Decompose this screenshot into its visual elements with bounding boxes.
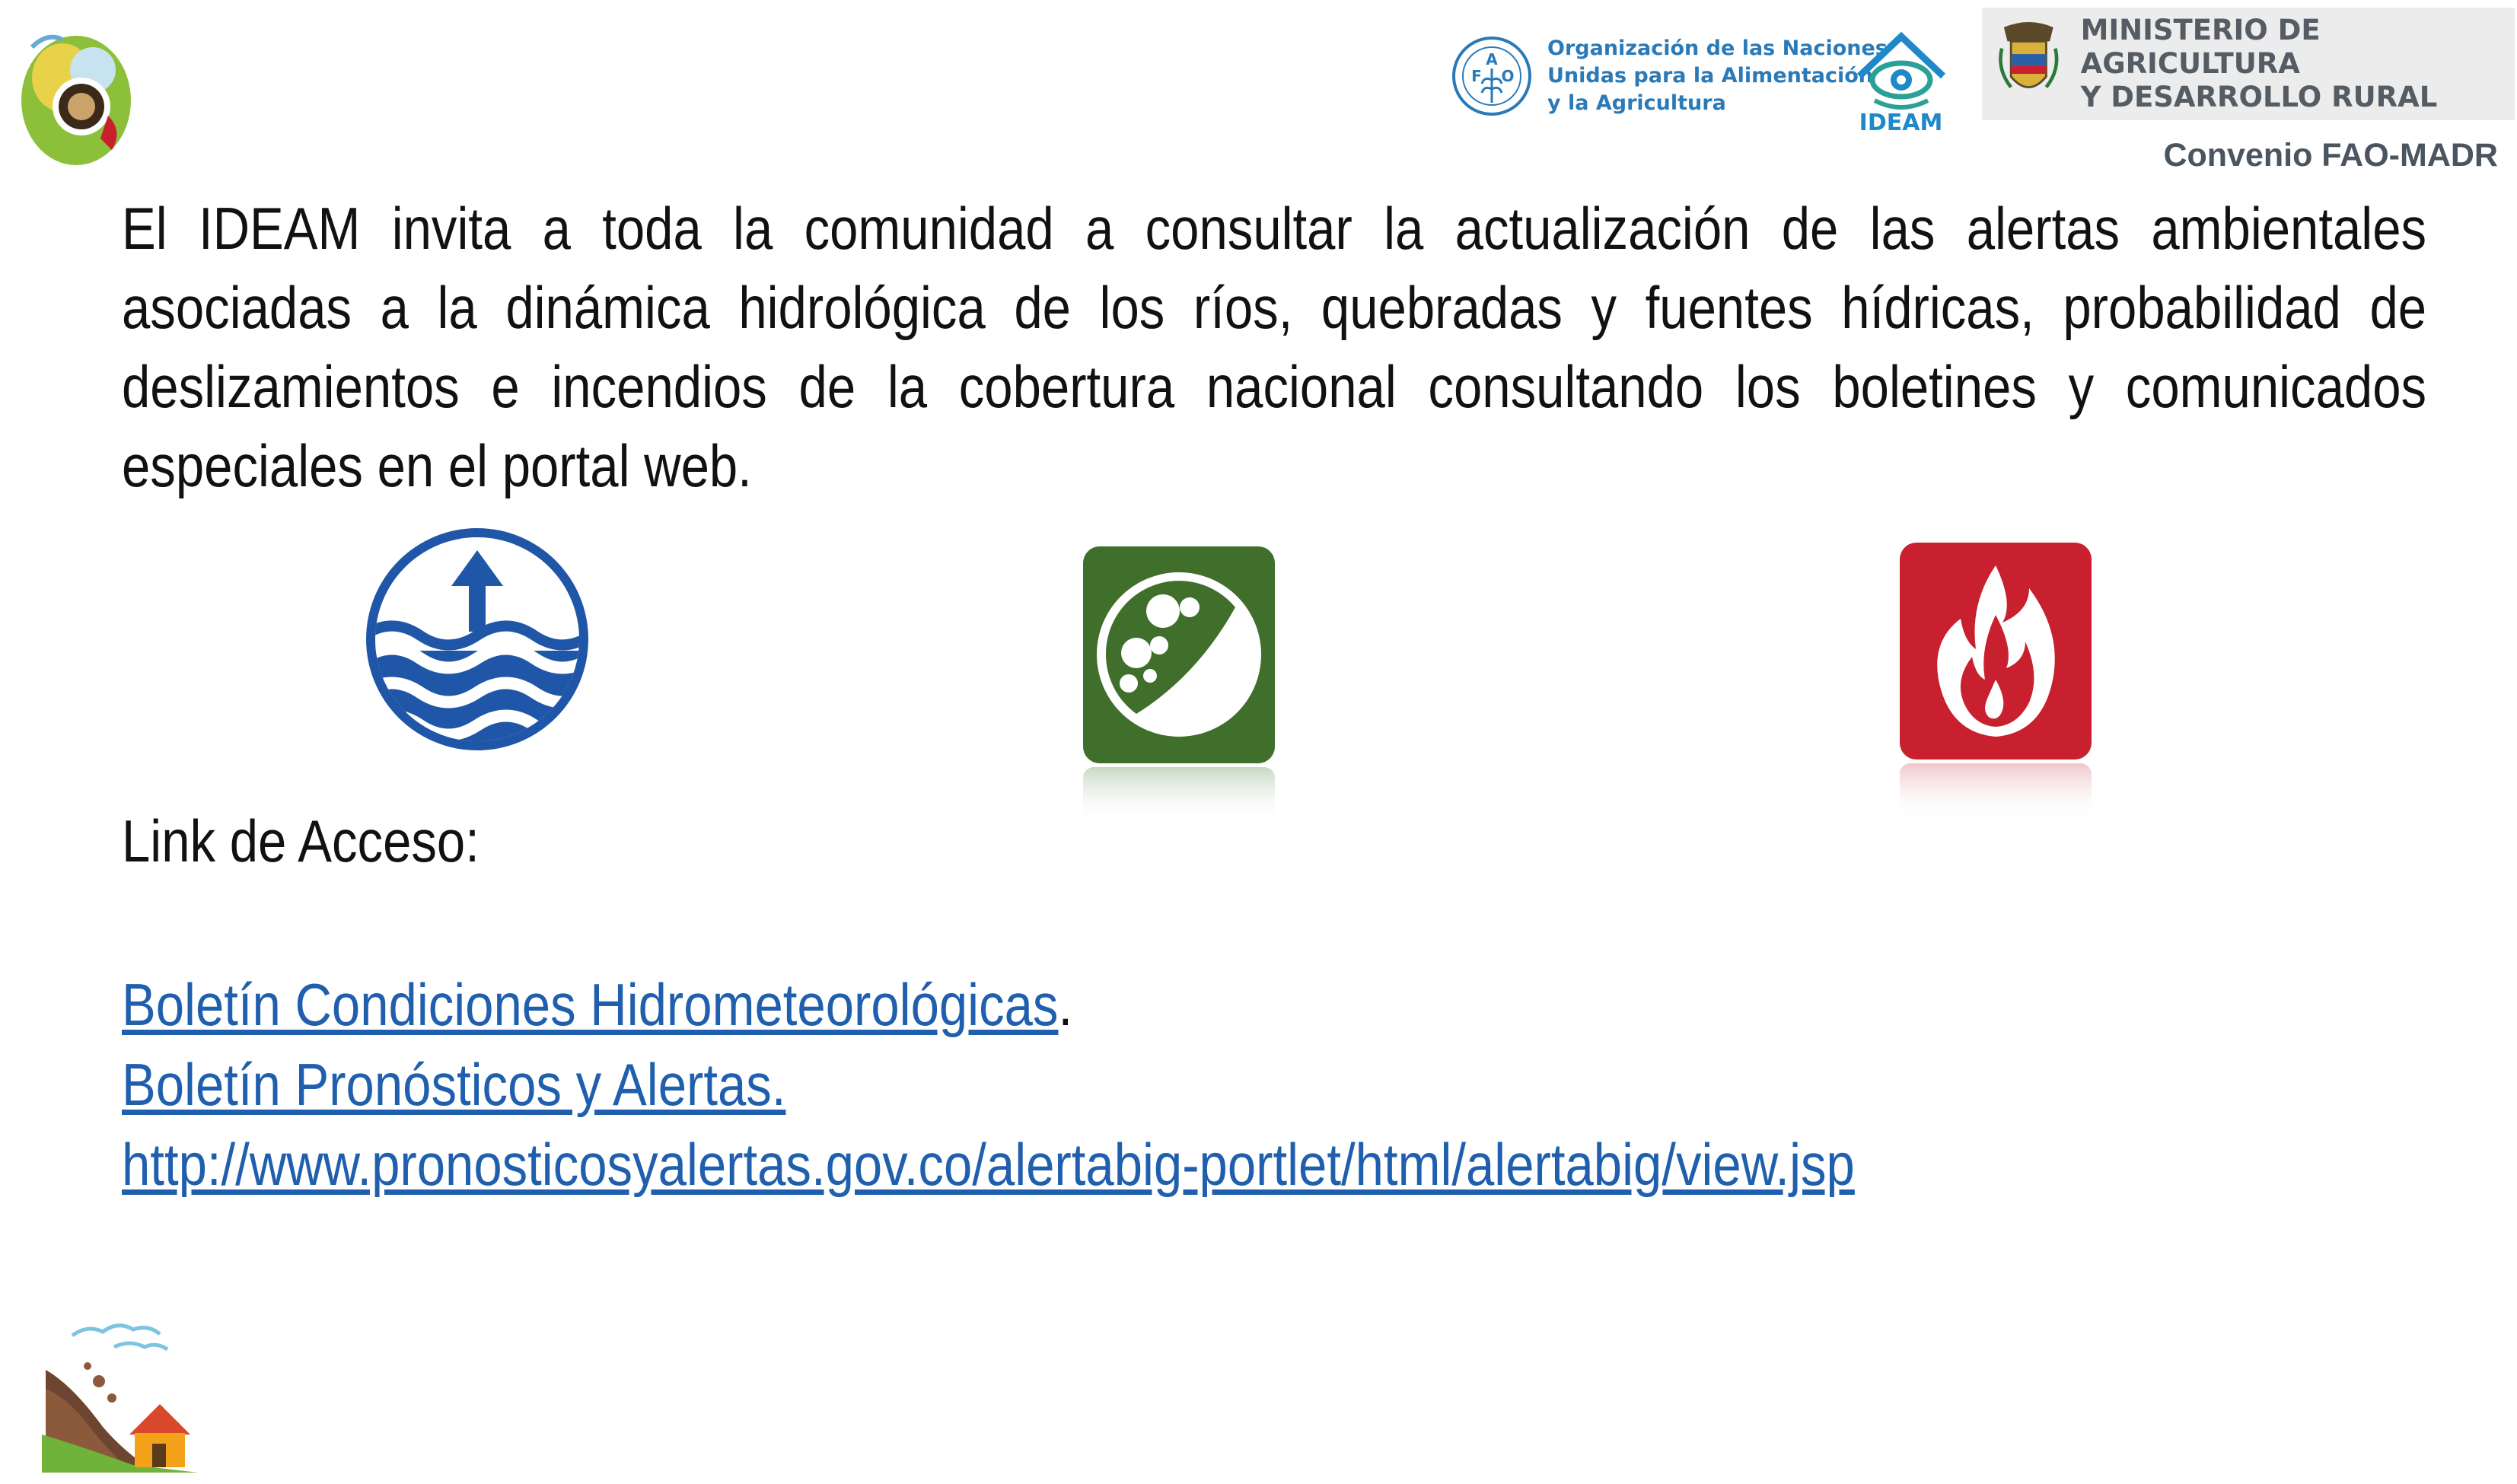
project-logo [17,17,135,169]
link-line [122,1045,1855,1125]
fao-name-line: y la Agricultura [1547,91,1726,115]
fao-name-line: Unidas para la Alimentación [1547,64,1874,88]
svg-text:F: F [1471,67,1482,85]
ministerio-line: MINISTERIO DE AGRICULTURA [2080,14,2321,80]
alerts-portal-url-link[interactable]: http://www.pronosticosyalertas.gov.co/alertabig-portlet/html/alertabig/view.jsp [122,1131,1855,1198]
link-label: Link de Acceso: [122,807,480,874]
hydro-bulletin-link[interactable]: Boletín Condiciones Hidrometeorológicas [122,971,1059,1038]
link-line [122,965,1855,1045]
link-suffix: . [1058,971,1073,1038]
ministerio-line: Y DESARROLLO RURAL [2080,81,2438,113]
ministerio-name [2081,14,2515,114]
ideam-label: IDEAM [1859,110,1943,136]
svg-text:A: A [1486,50,1498,68]
fao-emblem-icon [1450,34,1534,118]
ideam-logo [1850,30,1952,137]
forecast-bulletin-link[interactable]: Boletín Pronósticos y Alertas. [122,1051,786,1118]
intro-paragraph: El IDEAM invita a toda la comunidad a consultar la actualización de las alertas ambientales asociadas a la dinámica hidrológica de los ríos, quebradas y fuentes hídricas, probabilidad de deslizamientos e incendios de la cobertura nacional consultando los boletines y comunicados especiales en el portal web. [122,195,2427,499]
landslide-house-illustration [42,1313,198,1473]
ministerio-logo [1982,8,2515,120]
hydrological-alert-icon [364,521,591,757]
convenio-label: Convenio FAO-MADR [2163,137,2498,174]
fao-logo [1450,30,1888,122]
fao-name [1547,35,1888,117]
ideam-emblem-icon [1852,30,1951,110]
link-line [122,1125,1855,1205]
wildfire-alert-icon [1900,543,2092,820]
colombia-coat-of-arms-icon [1993,17,2064,112]
links-list [122,965,1855,1205]
fao-name-line: Organización de las Naciones [1547,37,1888,60]
svg-text:O: O [1501,67,1515,85]
landslide-alert-icon [1083,546,1275,824]
